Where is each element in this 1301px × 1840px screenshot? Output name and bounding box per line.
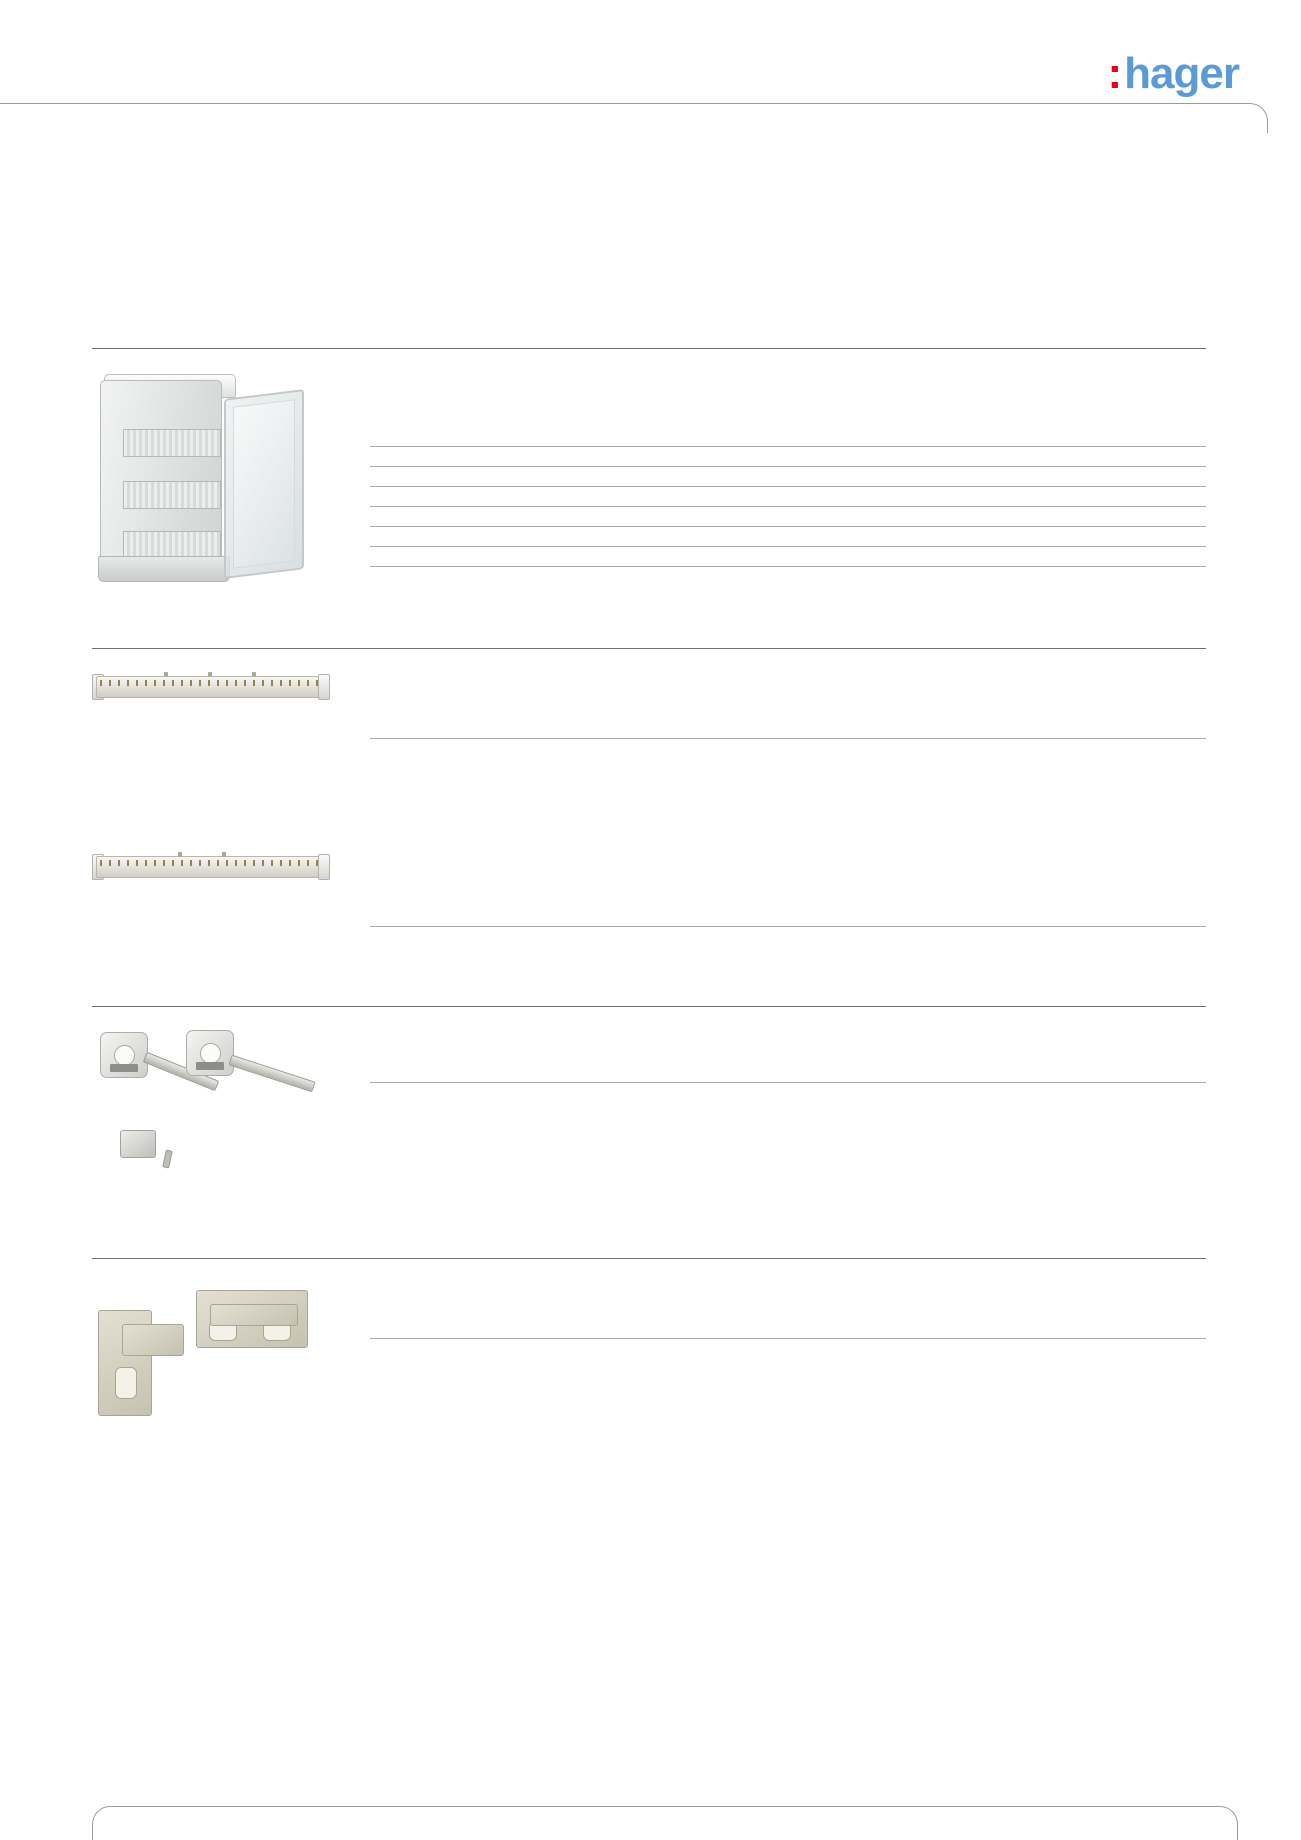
product-image-mounting-brackets	[92, 1282, 330, 1422]
key-head	[100, 1032, 148, 1078]
table-row	[370, 467, 1206, 487]
block-divider	[92, 1258, 1206, 1259]
enclosure-body	[100, 380, 222, 578]
block-divider	[92, 1006, 1206, 1007]
product-image-busbar-short	[92, 846, 330, 886]
table-row	[370, 424, 1206, 447]
table-row	[370, 527, 1206, 547]
spec-rows-enclosure	[370, 424, 1206, 567]
spec-rows-key-lock-set	[370, 1060, 1206, 1083]
bracket-clamp	[210, 1304, 298, 1326]
key-tag	[110, 1064, 138, 1072]
busbar-photo	[92, 846, 330, 886]
product-image-enclosure	[92, 370, 330, 588]
enclosure-door	[224, 389, 304, 579]
busbar-pin	[164, 672, 168, 677]
table-row	[370, 904, 1206, 927]
logo-wordmark: hager	[1124, 49, 1239, 98]
logo-dots-icon: :	[1107, 49, 1122, 98]
keys-photo	[92, 1026, 330, 1176]
key-blade	[228, 1055, 315, 1093]
table-row	[370, 447, 1206, 467]
hager-logo	[1107, 49, 1239, 98]
table-row	[370, 1316, 1206, 1339]
lock-pin	[162, 1149, 173, 1168]
bracket-clamp	[122, 1324, 184, 1356]
lock-barrel	[120, 1130, 156, 1158]
block-divider	[92, 648, 1206, 649]
key-hole	[114, 1045, 135, 1066]
busbar-pin	[252, 672, 256, 677]
spec-rows-mounting-brackets	[370, 1316, 1206, 1339]
key-hole	[200, 1043, 221, 1064]
spec-rows-busbar-short	[370, 904, 1206, 927]
enclosure-door-pane	[233, 399, 295, 569]
enclosure-photo	[92, 370, 330, 588]
key-tag	[196, 1062, 224, 1070]
spec-rows-busbar-long	[370, 716, 1206, 739]
table-row	[370, 1060, 1206, 1083]
busbar-teeth	[100, 680, 322, 686]
busbar-teeth	[100, 860, 322, 866]
key-head	[186, 1030, 234, 1076]
header-divider-corner	[1238, 103, 1268, 133]
din-rail	[123, 429, 221, 457]
footer-frame	[92, 1806, 1238, 1840]
table-row	[370, 716, 1206, 739]
busbar-photo	[92, 666, 330, 706]
busbar-pin	[178, 852, 182, 857]
busbar-end-cap	[318, 854, 330, 880]
enclosure-base	[98, 556, 230, 582]
product-image-key-lock-set	[92, 1026, 330, 1176]
header-divider	[0, 103, 1238, 104]
din-rail	[123, 531, 221, 559]
table-row	[370, 487, 1206, 507]
busbar-end-cap	[318, 674, 330, 700]
bracket-slot	[115, 1367, 137, 1399]
busbar-pin	[208, 672, 212, 677]
brackets-photo	[92, 1282, 330, 1422]
block-divider	[92, 348, 1206, 349]
table-row	[370, 547, 1206, 567]
product-image-busbar-long	[92, 666, 330, 706]
table-row	[370, 507, 1206, 527]
din-rail	[123, 481, 221, 509]
busbar-pin	[222, 852, 226, 857]
